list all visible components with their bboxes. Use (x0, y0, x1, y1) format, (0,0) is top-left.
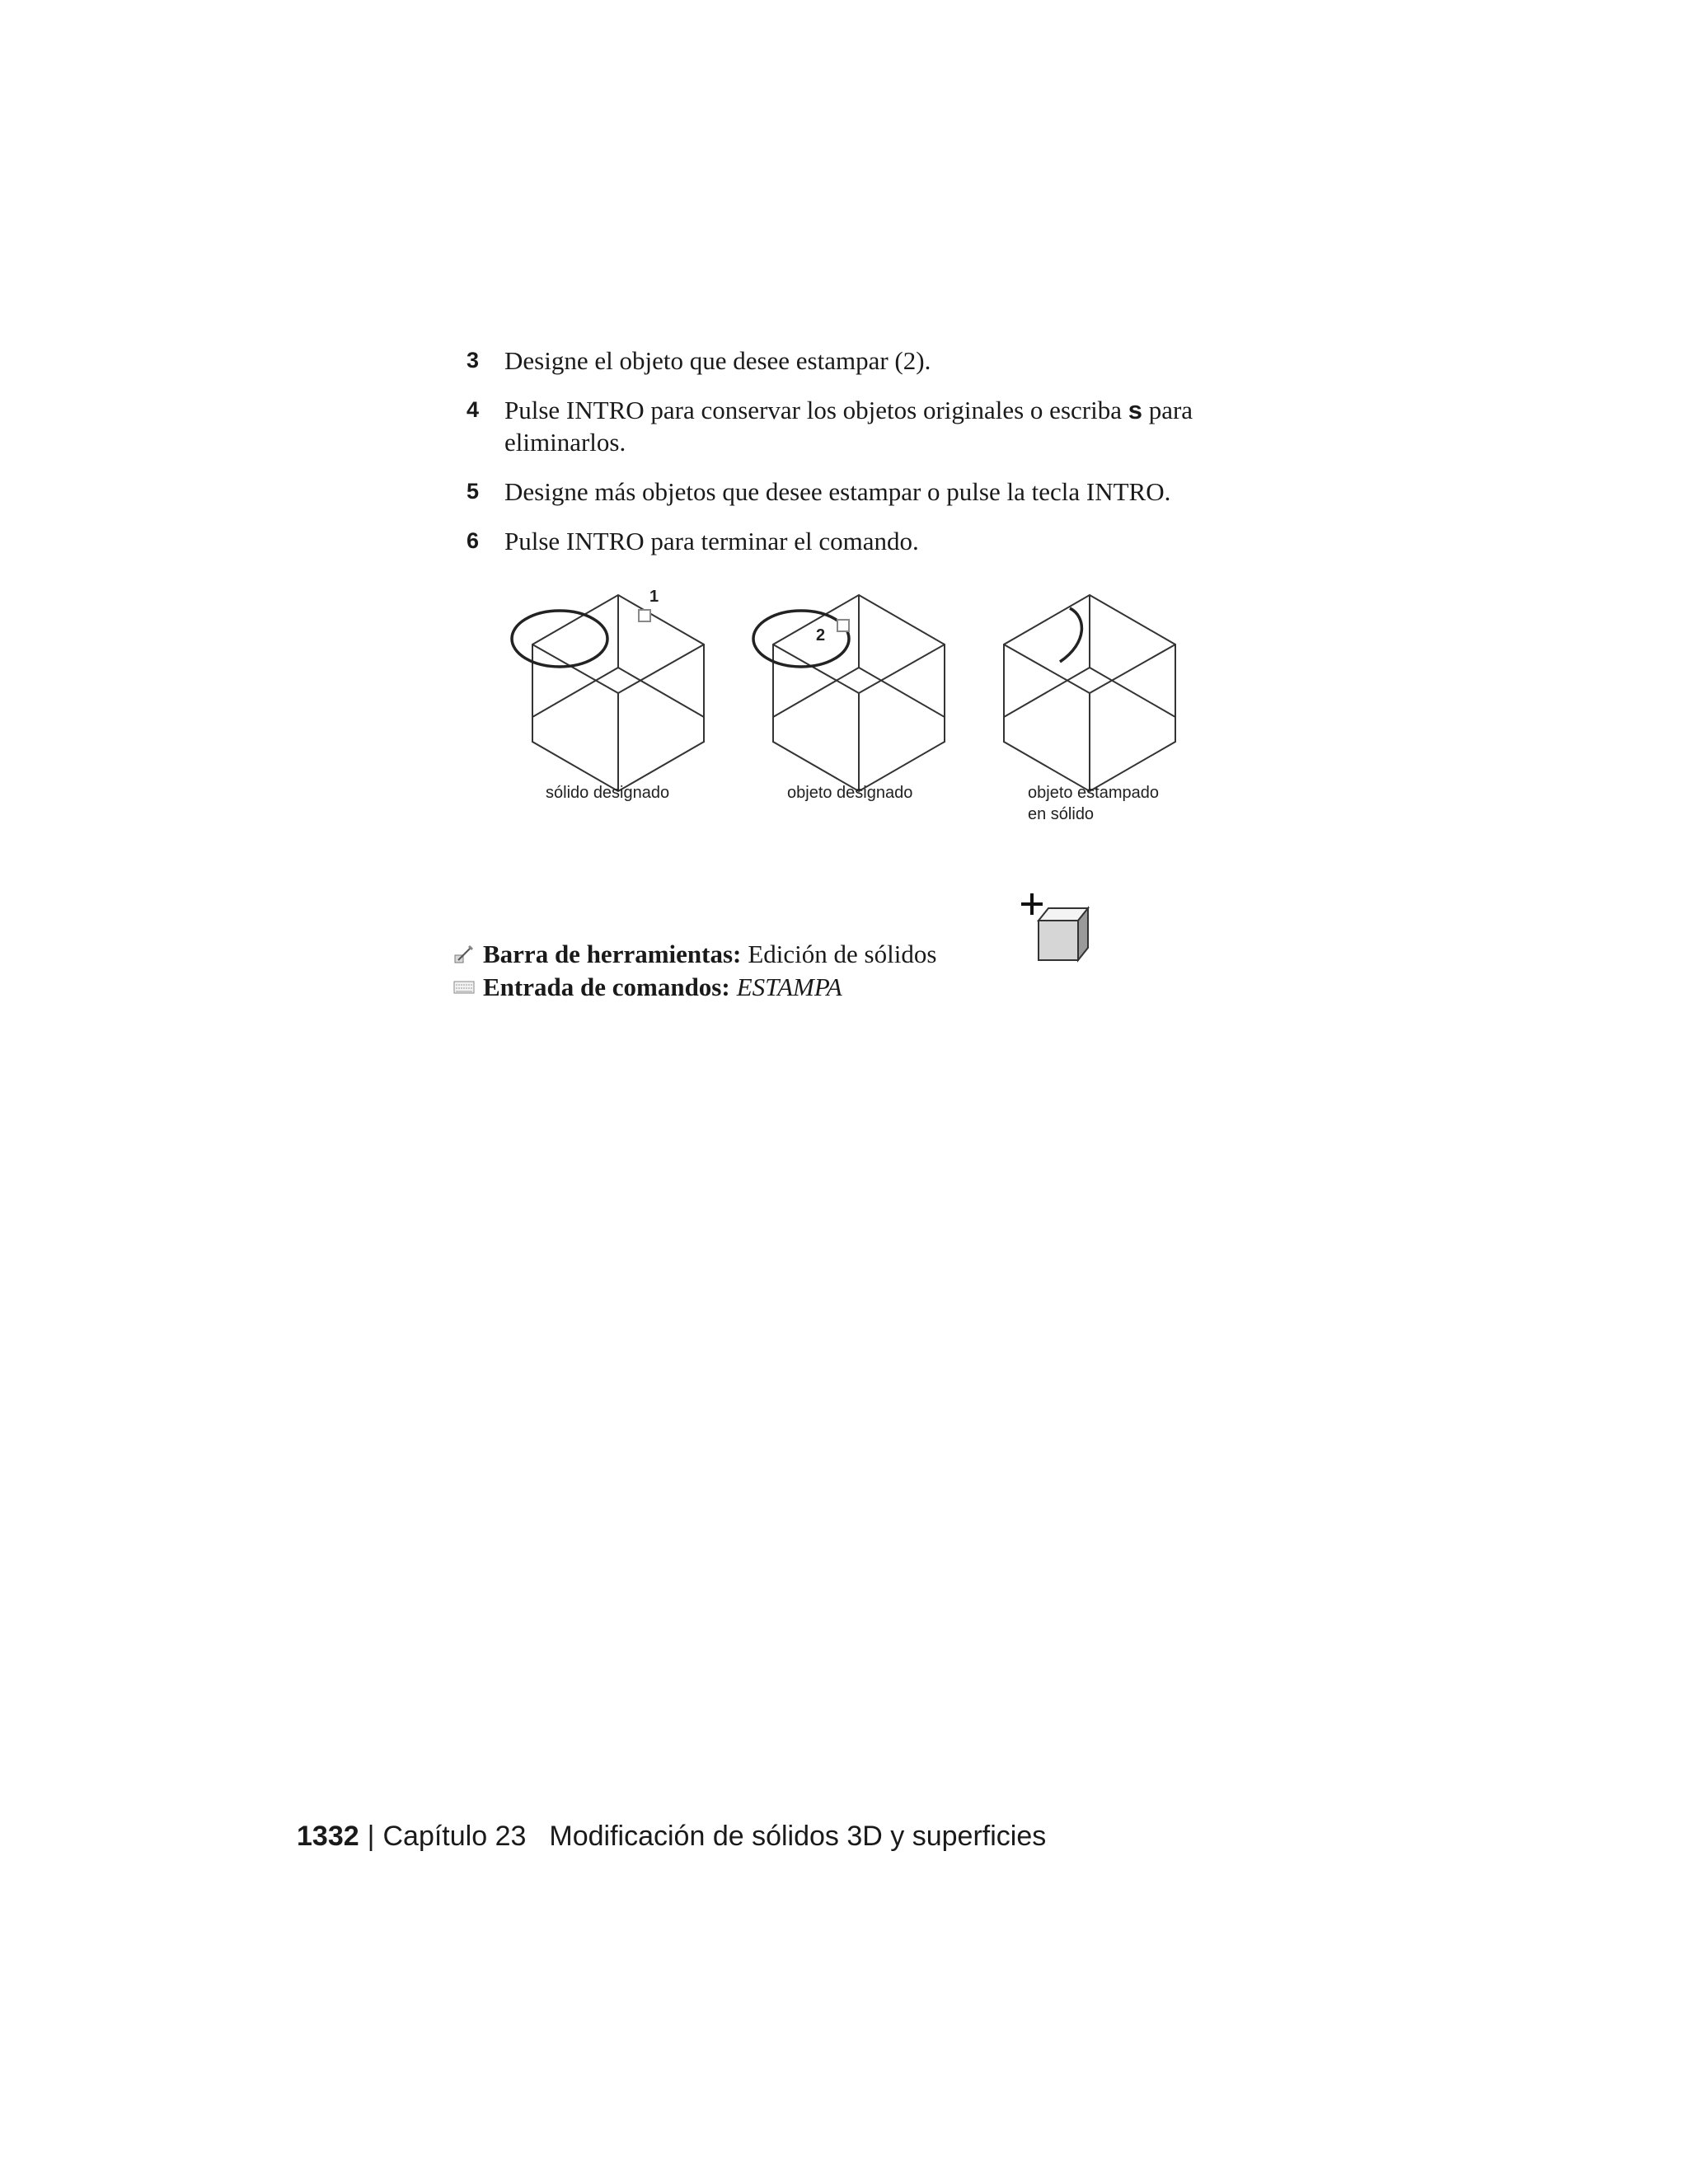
step-key: s (1128, 396, 1142, 424)
circle-object-2 (753, 611, 849, 667)
cube-object-selected (773, 595, 945, 791)
page-number: 1332 (297, 1821, 359, 1852)
step-number: 3 (467, 348, 480, 373)
step-item (463, 476, 1287, 508)
pick-box-1 (639, 610, 650, 621)
access-info (453, 938, 936, 1004)
marker-1: 1 (649, 588, 659, 606)
footer-separator: | (367, 1821, 375, 1852)
pick-box-2 (837, 620, 849, 631)
cube-solid-selected (532, 595, 704, 791)
marker-2: 2 (816, 626, 826, 644)
label-solid-selected: sólido designado (546, 784, 670, 802)
command-line-icon (453, 977, 475, 998)
step-item (463, 344, 1287, 377)
toolbar-icon (453, 944, 475, 965)
step-item (463, 525, 1287, 557)
chapter-label: Capítulo 23 (382, 1821, 527, 1852)
toolbar-row (453, 938, 936, 971)
step-number: 6 (467, 528, 480, 553)
toolbar-label: Barra de herramientas: (483, 940, 742, 968)
command-row (453, 971, 936, 1004)
imprint-illustration (495, 577, 1236, 841)
circle-object-1 (512, 611, 607, 667)
chapter-title: Modificación de sólidos 3D y superficies (549, 1821, 1047, 1852)
command-label: Entrada de comandos: (483, 972, 730, 1001)
step-text (504, 396, 1193, 457)
step-number: 4 (467, 397, 480, 422)
step-text-after: para eliminarlos. (504, 396, 1193, 457)
label-object-imprinted: objeto estampado (1028, 784, 1160, 802)
toolbar-value: Edición de sólidos (748, 940, 937, 968)
step-number: 5 (467, 479, 480, 504)
label-object-selected: objeto designado (787, 784, 913, 802)
command-value: ESTAMPA (736, 972, 842, 1001)
step-text: Pulse INTRO para terminar el comando. (504, 527, 919, 555)
cube-imprinted (1004, 595, 1175, 791)
imprinted-arc (1060, 608, 1081, 662)
step-text-before: Pulse INTRO para conservar los objetos originales o escriba (504, 396, 1128, 424)
page-footer (297, 1818, 1046, 1854)
step-item (463, 394, 1287, 458)
imprint-tool-icon (1020, 892, 1095, 966)
step-text: Designe más objetos que desee estampar o pulse la tecla INTRO. (504, 477, 1171, 506)
step-text: Designe el objeto que desee estampar (2). (504, 346, 931, 375)
label-in-solid: en sólido (1028, 805, 1095, 823)
step-list (463, 344, 1287, 574)
